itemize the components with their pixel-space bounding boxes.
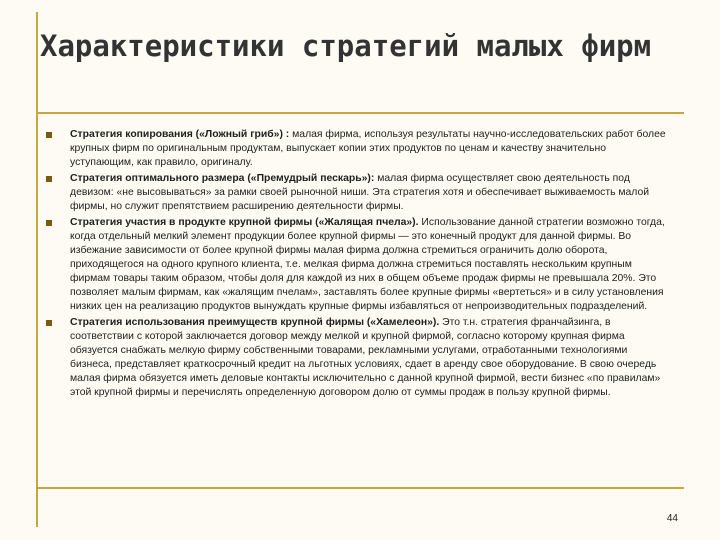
title-divider [36,112,684,114]
strategy-description: Это т.н. стратегия франчайзинга, в соответствии с которой заключается договор между мелкой и крупной фирмой, согласно которому крупная фирма обязуется снабжать мелкую фирму собственными товарами, рекламными услугами, отработанными технологиями бизнеса, представляет краткосрочный кредит на льготных условиях, сдает в аренду свое оборудование. В свою очередь малая фирма обязуется иметь деловые контакты исключительно с данной крупной фирмой, вести бизнес «по правилам» этой крупной фирмы и перечислять определенную договором долю от суммы продаж в пользу крупной фирмы. [70,317,661,398]
list-item [42,172,672,214]
strategy-description: Использование данной стратегии возможно тогда, когда отдельный мелкий элемент продукции более крупной фирмы — это конечный продукт для данной фирмы. Во избежание зависимости от более крупной фирмы малая фирма должна стремиться ограничить долю оборота, приходящегося на одного крупного клиента, т.е. мелкая фирма должна стремиться поставлять нескольким крупным фирмам товары таким образом, чтобы доля для каждой из них в общем объеме продаж фирмы не превышала 20%. Это позволяет малым фирмам, как «жалящим пчелам», заставлять более крупные фирмы «вертеться» и в силу установления низких цен на реализацию продуктов вынуждать крупные фирмы избавляться от непроизводительных подразделений. [70,217,665,312]
list-item-text [70,172,672,214]
strategy-name: Стратегия участия в продукте крупной фирмы («Жалящая пчела»). [70,217,419,228]
bullet-list [42,128,672,402]
square-bullet-icon [46,220,52,226]
slide-title: Характеристики стратегий малых фирм [40,29,652,63]
square-bullet-icon [46,132,52,138]
list-item [42,316,672,400]
page-number: 44 [666,513,678,524]
square-bullet-icon [46,176,52,182]
square-bullet-icon [46,320,52,326]
list-item-text [70,128,672,170]
footer-divider [36,487,684,489]
list-item-text [70,316,672,400]
left-vertical-rule [36,12,38,527]
list-item-text [70,216,672,314]
list-item [42,128,672,170]
strategy-name: Стратегия копирования («Ложный гриб») : [70,129,290,140]
strategy-description: малая фирма осуществляет свою деятельность под девизом: «не высовываться» за рамки своей рыночной ниши. Эта стратегия хотя и обеспечивает выживаемость малой фирмы, но служит препятствием расширению деятельности фирмы. [70,173,650,212]
strategy-name: Стратегия оптимального размера («Премудрый пескарь»): [70,173,375,184]
strategy-description: малая фирма, используя результаты научно-исследовательских работ более крупных фирм по оригинальным продуктам, выпускает копии этих продуктов по ценам и качеству значительно уступающим, как правило, оригиналу. [70,129,666,168]
list-item [42,216,672,314]
strategy-name: Стратегия использования преимуществ крупной фирмы («Хамелеон»). [70,317,440,328]
